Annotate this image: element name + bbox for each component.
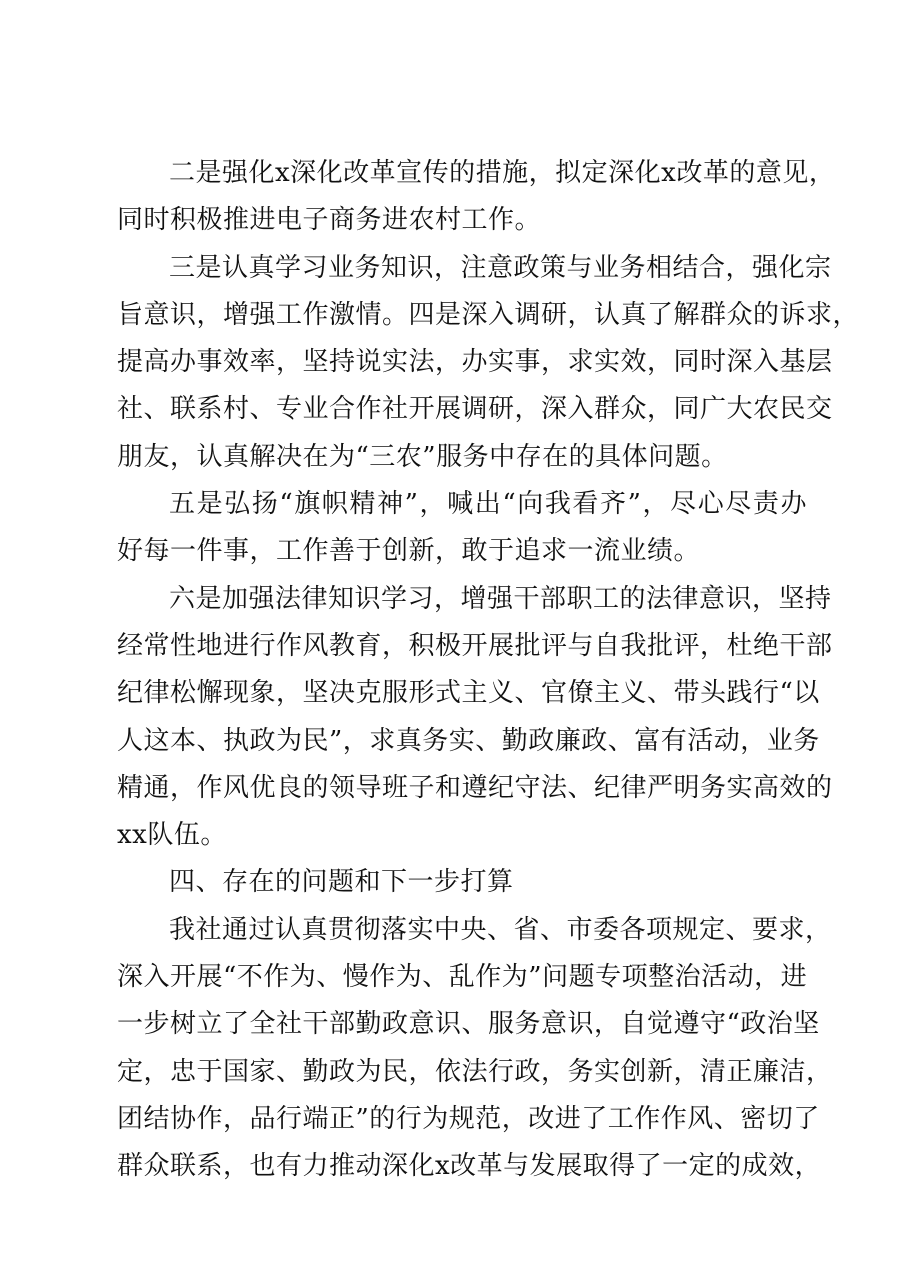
text-line: 经常性地进行作风教育，积极开展批评与自我批评，杜绝干部 [117, 630, 833, 661]
text-line: 三是认真学习业务知识，注意政策与业务相结合，强化宗 [169, 252, 832, 283]
paragraph [117, 150, 836, 245]
text-line: 定，忠于国家、勤政为民，依法行政，务实创新，清正廉洁， [117, 1056, 833, 1087]
text-line: 人这本、执政为民”，求真务实、勤政廉政、富有活动，业务 [117, 725, 820, 756]
paragraph [117, 859, 807, 906]
text-line: 旨意识，增强工作激情。四是深入调研，认真了解群众的诉求， [117, 299, 860, 330]
text-line: 同时积极推进电子商务进农村工作。 [117, 205, 542, 236]
text-line: 深入开展“不作为、慢作为、乱作为”问题专项整治活动，进 [117, 962, 808, 993]
text-line: 群众联系，也有力推动深化x改革与发展取得了一定的成效， [117, 1151, 822, 1182]
text-line: 四、存在的问题和下一步打算 [169, 867, 514, 898]
text-line: 社、联系村、专业合作社开展调研，深入群众，同广大农民交 [117, 394, 833, 425]
text-line: 二是强化x深化改革宣传的措施，拟定深化x改革的意见， [169, 158, 836, 188]
paragraph [117, 481, 807, 576]
paragraph [117, 907, 833, 1191]
text-line: 我社通过认真贯彻落实中央、省、市委各项规定、要求， [169, 914, 832, 945]
text-line: 纪律松懈现象，坚决克服形式主义、官僚主义、带头践行“以 [117, 678, 820, 709]
text-line: 朋友，认真解决在为“三农”服务中存在的具体问题。 [117, 441, 728, 472]
text-line: 六是加强法律知识学习，增强干部职工的法律意识，坚持 [169, 583, 832, 614]
text-line: 一步树立了全社干部勤政意识、服务意识，自觉遵守“政治坚 [117, 1009, 820, 1040]
document-body [117, 150, 860, 1191]
paragraph [117, 576, 833, 860]
paragraph [117, 245, 860, 481]
text-line: 团结协作，品行端正”的行为规范，改进了工作作风、密切了 [117, 1103, 820, 1134]
text-line: xx队伍。 [117, 820, 227, 851]
text-line: 五是弘扬“旗帜精神”，喊出“向我看齐”，尽心尽责办 [169, 489, 807, 520]
text-line: 好每一件事，工作善于创新，敢于追求一流业绩。 [117, 536, 701, 567]
text-line: 提高办事效率，坚持说实法，办实事，求实效，同时深入基层 [117, 347, 833, 378]
text-line: 精通，作风优良的领导班子和遵纪守法、纪律严明务实高效的 [117, 772, 833, 803]
